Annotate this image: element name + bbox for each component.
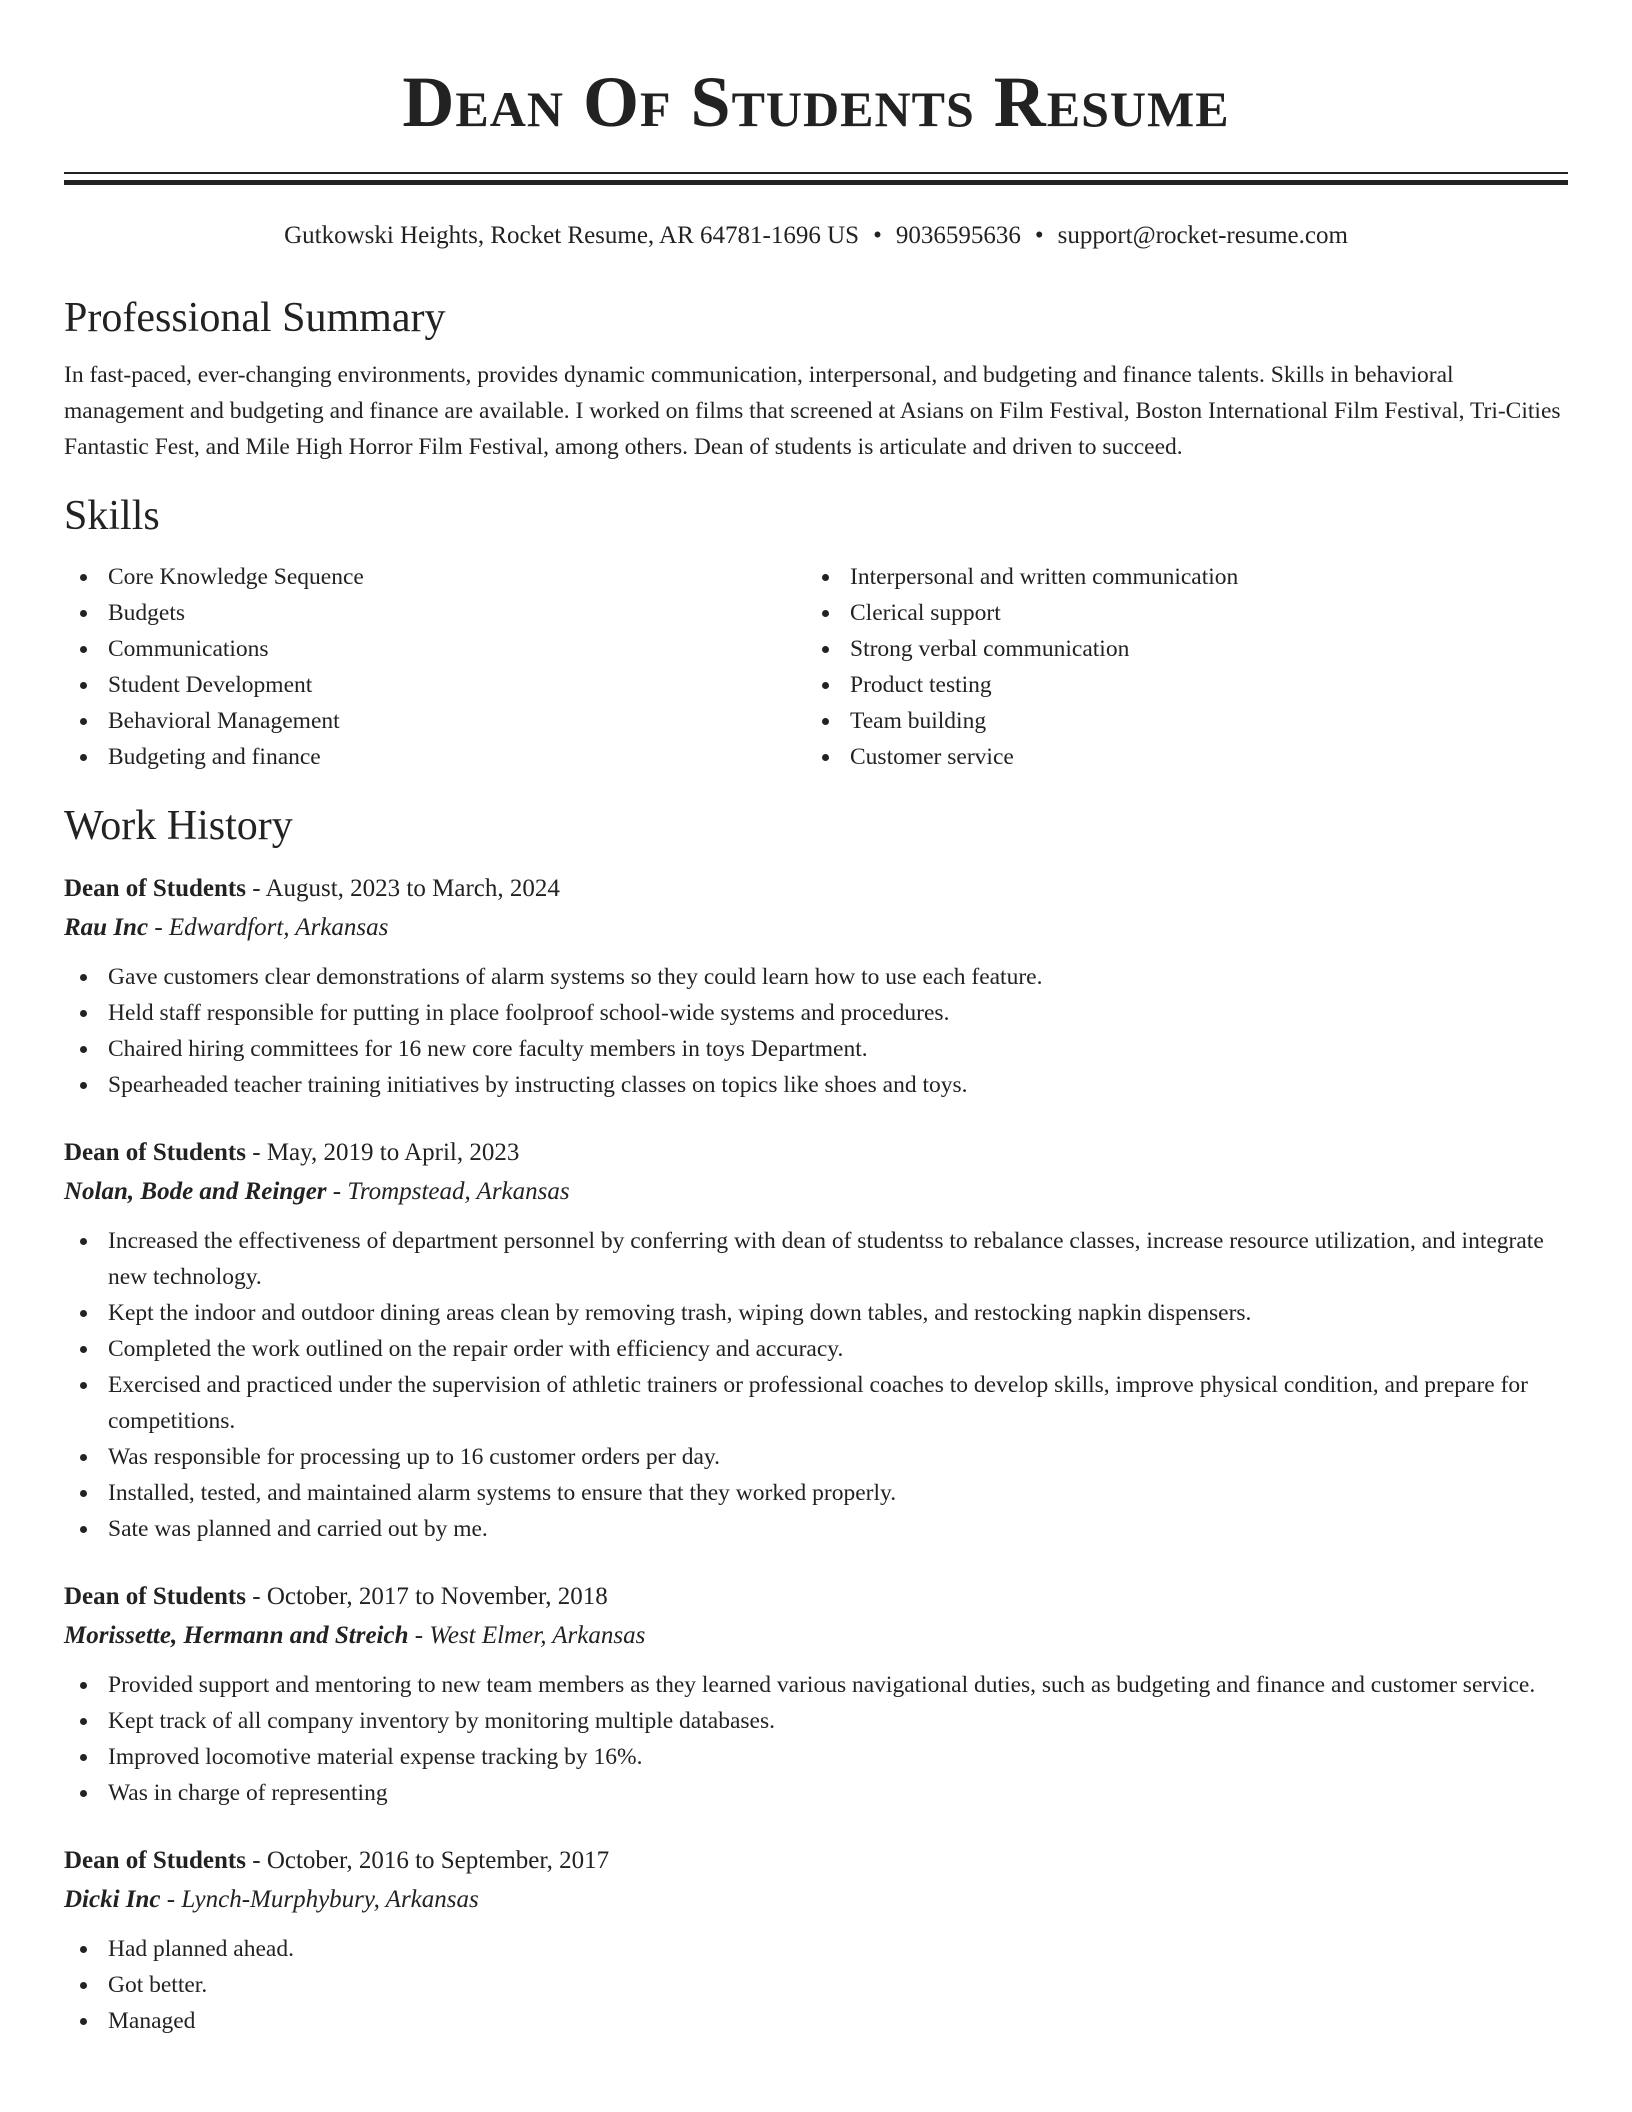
job-entry [64,1843,1568,2039]
bullet-icon [80,974,87,981]
list-item-text: Kept the indoor and outdoor dining areas clean by removing trash, wiping down tables, and restocking napkin dispensers. [108,1300,1252,1326]
job-responsibilities [64,1667,1568,1811]
skill-item [806,703,1548,739]
skill-item [806,631,1548,667]
skills-list [64,559,1568,775]
bullet-icon [80,1310,87,1317]
bullet-icon [80,1982,87,1989]
contact-email: support@rocket-resume.com [1057,222,1348,249]
list-item-text: Budgets [108,600,186,626]
skill-item [64,667,806,703]
company-location: Lynch-Murphybury, Arkansas [181,1886,479,1913]
list-item-text: Got better. [108,1972,208,1998]
contact-line [64,219,1568,253]
responsibility-item [64,1295,1568,1331]
skill-item [64,559,806,595]
company-line: Nolan, Bode and Reinger - Trompstead, Arkansas [64,1178,570,1205]
job-title: Dean of Students [64,875,246,902]
responsibility-item [64,1067,1568,1103]
list-item-text: Team building [850,708,987,734]
bullet-icon [80,1790,87,1797]
list-item-text: Strong verbal communication [850,636,1130,662]
list-item-text: Communications [108,636,269,662]
skill-item [806,595,1548,631]
bullet-icon [822,610,829,617]
company-location: Edwardfort, Arkansas [168,914,389,941]
bullet-icon [80,754,87,761]
company-name: Dicki Inc [64,1886,161,1913]
list-item-text: Budgeting and finance [108,744,321,770]
job-header: Dean of Students - May, 2019 to April, 2023 [64,1139,520,1166]
responsibility-item [64,1703,1568,1739]
bullet-icon [80,610,87,617]
list-item-text: Clerical support [850,600,1001,626]
list-item-text: Exercised and practiced under the supervision of athletic trainers or professional coaches to develop skills, improve physical condition, and prepare for competitions. [108,1372,1528,1434]
skill-item [64,703,806,739]
responsibility-item [64,1739,1568,1775]
responsibility-item [64,1331,1568,1367]
bullet-icon [822,718,829,725]
job-title: Dean of Students [64,1139,246,1166]
company-location: West Elmer, Arkansas [429,1622,646,1649]
list-item-text: Installed, tested, and maintained alarm systems to ensure that they worked properly. [108,1480,897,1506]
responsibility-item [64,1223,1568,1295]
bullet-icon [80,1454,87,1461]
bullet-icon [822,574,829,581]
job-title: Dean of Students [64,1583,246,1610]
company-location: Trompstead, Arkansas [347,1178,570,1205]
list-item-text: Was responsible for processing up to 16 customer orders per day. [108,1444,720,1470]
list-item-text: Improved locomotive material expense tracking by 16%. [108,1744,643,1770]
company-name: Rau Inc [64,914,149,941]
responsibility-item [64,1667,1568,1703]
list-item-text: Provided support and mentoring to new team members as they learned various navigational duties, such as budgeting and finance and customer service. [108,1672,1536,1698]
list-item-text: Sate was planned and carried out by me. [108,1516,488,1542]
list-item-text: Behavioral Management [108,708,340,734]
skill-item [806,739,1548,775]
title-divider-thin [64,172,1568,174]
bullet-icon [80,1082,87,1089]
resume-page [64,0,1568,2039]
skill-item [806,667,1548,703]
job-responsibilities [64,1223,1568,1547]
list-item-text: Spearheaded teacher training initiatives by instructing classes on topics like shoes and toys. [108,1072,968,1098]
bullet-icon [80,1754,87,1761]
skill-item [806,559,1548,595]
responsibility-item [64,1511,1568,1547]
responsibility-item [64,1775,1568,1811]
skill-item [64,595,806,631]
responsibility-item [64,1439,1568,1475]
title-divider-thick [64,180,1568,185]
list-item-text: Chaired hiring committees for 16 new core faculty members in toys Department. [108,1036,868,1062]
contact-separator: • [1034,222,1044,249]
list-item-text: Had planned ahead. [108,1936,294,1962]
job-header: Dean of Students - October, 2017 to November, 2018 [64,1583,608,1610]
job-responsibilities [64,1931,1568,2039]
bullet-icon [80,682,87,689]
company-name: Morissette, Hermann and Streich [64,1622,409,1649]
bullet-icon [80,646,87,653]
bullet-icon [80,1718,87,1725]
company-line: Rau Inc - Edwardfort, Arkansas [64,914,389,941]
skill-item [64,631,806,667]
skills-column-right [806,559,1548,775]
bullet-icon [822,754,829,761]
job-responsibilities [64,959,1568,1103]
skills-heading: Skills [64,493,160,539]
work-history-list [64,871,1568,2039]
skill-item [64,739,806,775]
list-item-text: Kept track of all company inventory by monitoring multiple databases. [108,1708,775,1734]
bullet-icon [80,1046,87,1053]
responsibility-item [64,1931,1568,1967]
list-item-text: Product testing [850,672,992,698]
bullet-icon [80,1946,87,1953]
responsibility-item [64,1367,1568,1439]
job-entry [64,1135,1568,1547]
contact-separator: • [873,222,882,249]
list-item-text: Managed [108,2008,196,2034]
job-entry [64,871,1568,1103]
responsibility-item [64,995,1568,1031]
bullet-icon [80,1346,87,1353]
job-dates: May, 2019 to April, 2023 [266,1139,520,1166]
bullet-icon [80,1526,87,1533]
responsibility-item [64,2003,1568,2039]
skills-column-left [64,559,806,775]
bullet-icon [80,1490,87,1497]
bullet-icon [80,1382,87,1389]
responsibility-item [64,959,1568,995]
summary-heading: Professional Summary [64,295,446,341]
bullet-icon [80,1682,87,1689]
job-title: Dean of Students [64,1847,246,1874]
list-item-text: Student Development [108,672,313,698]
list-item-text: Gave customers clear demonstrations of alarm systems so they could learn how to use each feature. [108,964,1043,990]
bullet-icon [80,2018,87,2025]
bullet-icon [80,1238,87,1245]
contact-phone: 9036595636 [895,222,1021,249]
contact-address: Gutkowski Heights, Rocket Resume, AR 64781-1696 US [284,222,860,249]
job-dates: October, 2017 to November, 2018 [266,1583,608,1610]
list-item-text: Increased the effectiveness of department personnel by conferring with dean of studentss to rebalance classes, increase resource utilization, and integrate new technology. [108,1228,1544,1290]
company-line: Morissette, Hermann and Streich - West Elmer, Arkansas [64,1622,646,1649]
bullet-icon [80,574,87,581]
bullet-icon [80,1010,87,1017]
bullet-icon [80,718,87,725]
list-item-text: Was in charge of representing [108,1780,388,1806]
responsibility-item [64,1475,1568,1511]
bullet-icon [822,682,829,689]
job-dates: August, 2023 to March, 2024 [265,875,560,902]
work-history-heading: Work History [64,803,293,849]
job-header: Dean of Students - August, 2023 to March, 2024 [64,875,560,902]
list-item-text: Core Knowledge Sequence [108,564,364,590]
bullet-icon [822,646,829,653]
job-header: Dean of Students - October, 2016 to September, 2017 [64,1847,610,1874]
list-item-text: Completed the work outlined on the repair order with efficiency and accuracy. [108,1336,844,1362]
list-item-text: Held staff responsible for putting in place foolproof school-wide systems and procedures. [108,1000,950,1026]
list-item-text: Interpersonal and written communication [850,564,1239,590]
company-line: Dicki Inc - Lynch-Murphybury, Arkansas [64,1886,479,1913]
job-dates: October, 2016 to September, 2017 [266,1847,610,1874]
responsibility-item [64,1967,1568,2003]
summary-text: In fast-paced, ever-changing environments, provides dynamic communication, interpersonal, and budgeting and finance talents. Skills in behavioral management and budgeting and finance are available. I worked on films that screened at Asians on Film Festival, Boston International Film Festival, Tri-Cities Fantastic Fest, and Mile High Horror Film Festival, among others. Dean of students is articulate and driven to succeed. [64,362,1561,460]
list-item-text: Customer service [850,744,1014,770]
company-name: Nolan, Bode and Reinger [64,1178,327,1205]
responsibility-item [64,1031,1568,1067]
job-entry [64,1579,1568,1811]
page-title: Dean Of Students Resume [402,62,1230,142]
